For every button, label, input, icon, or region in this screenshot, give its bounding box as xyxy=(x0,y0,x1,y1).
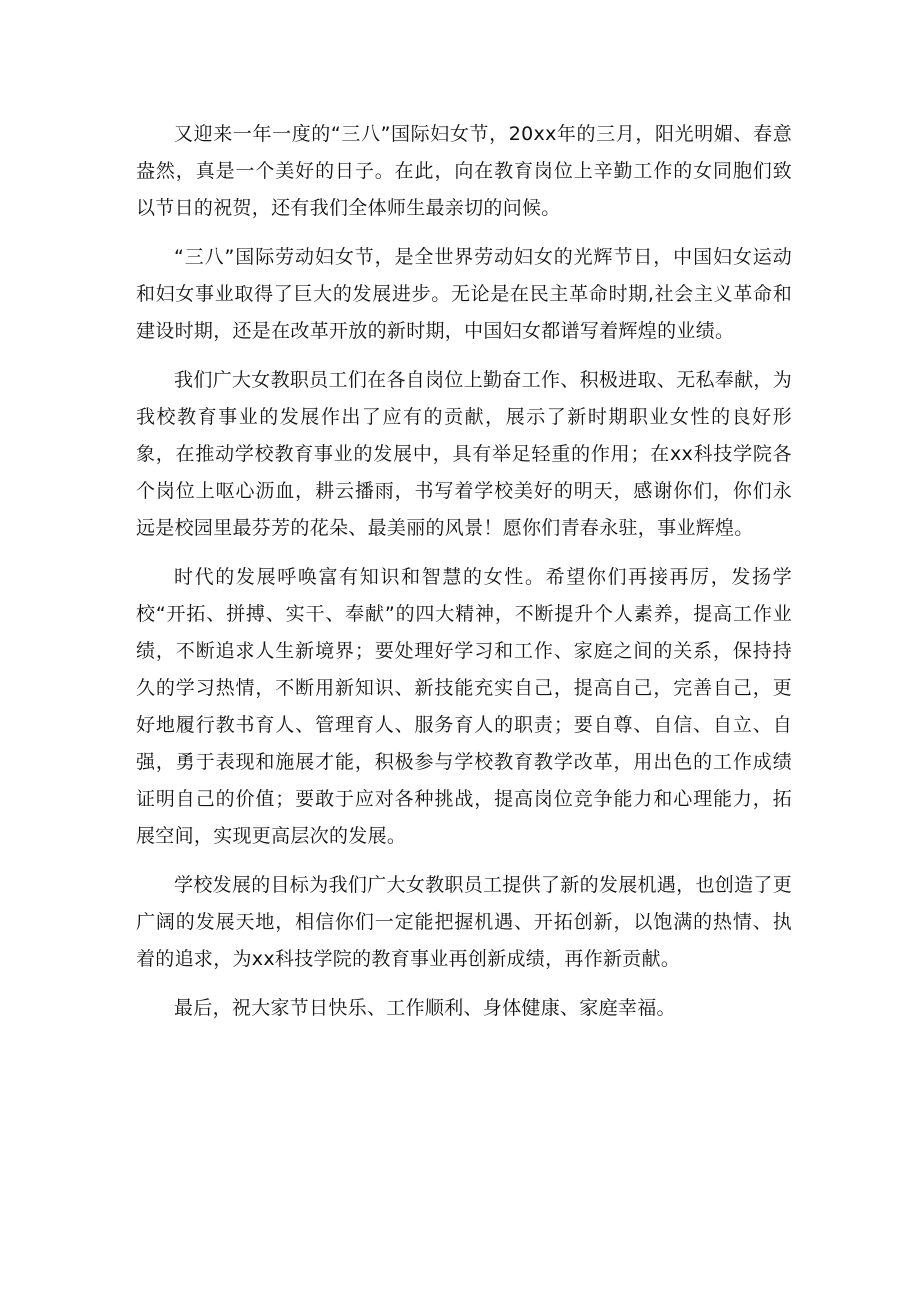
document-body xyxy=(136,116,792,1039)
paragraph-greeting: 又迎来一年一度的“三八”国际妇女节，20xx年的三月，阳光明媚、春意盎然，真是一个美好的日子。在此，向在教育岗位上辛勤工作的女同胞们致以节日的祝贺，还有我们全体师生最亲切的问候。 xyxy=(136,123,792,219)
paragraph-closing: 最后，祝大家节日快乐、工作顺利、身体健康、家庭幸福。 xyxy=(174,997,676,1019)
paragraph-hopes: 时代的发展呼唤富有知识和智慧的女性。希望你们再接再厉，发扬学校“开拓、拼搏、实干、奉献”的四大精神，不断提升个人素养，提高工作业绩，不断追求人生新境界；要处理好学习和工作、家庭之间的关系，保持持久的学习热情，不断用新知识、新技能充实自己，提高自己，完善自己，更好地履行教书育人、管理育人、服务育人的职责；要自尊、自信、自立、自强，勇于表现和施展才能，积极参与学校教育教学改革，用出色的工作成绩证明自己的价值；要敢于应对各种挑战，提高岗位竞争能力和心理能力，拓展空间，实现更高层次的发展。 xyxy=(136,566,792,847)
paragraph-contributions: 我们广大女教职员工们在各自岗位上勤奋工作、积极进取、无私奉献，为我校教育事业的发展作出了应有的贡献，展示了新时期职业女性的良好形象，在推动学校教育事业的发展中，具有举足轻重的作用；在xx科技学院各个岗位上呕心沥血，耕云播雨，书写着学校美好的明天，感谢你们，你们永远是校园里最芬芳的花朵、最美丽的风景！愿你们青春永驻，事业辉煌。 xyxy=(136,369,792,539)
paragraph-opportunities: 学校发展的目标为我们广大女教职员工提供了新的发展机遇，也创造了更广阔的发展天地，相信你们一定能把握机遇、开拓创新，以饱满的热情、执着的追求，为xx科技学院的教育事业再创新成绩，再作新贡献。 xyxy=(136,874,792,970)
paragraph-womens-day: “三八”国际劳动妇女节，是全世界劳动妇女的光辉节日，中国妇女运动和妇女事业取得了巨大的发展进步。无论是在民主革命时期,社会主义革命和建设时期，还是在改革开放的新时期，中国妇女都谱写着辉煌的业绩。 xyxy=(136,246,792,342)
